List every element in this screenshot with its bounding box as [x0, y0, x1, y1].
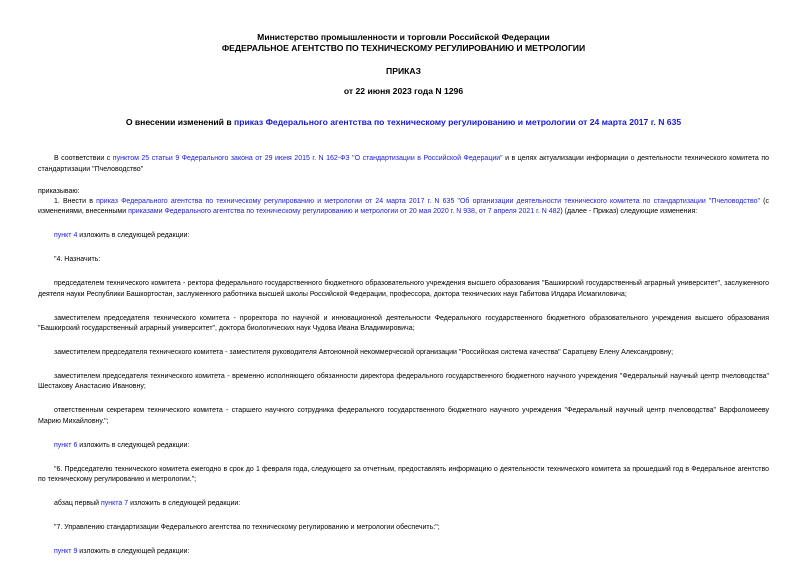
point-4-heading: "4. Назначить:	[54, 256, 101, 264]
document-title	[38, 116, 769, 128]
point-4-deputy-3: заместителем председателя технического комитета - временно исполняющего обязанности директора федерального государственного бюджетного научного учреждения "Федеральный научный центр пчеловодства" Шестакову Анастасию Ивановну;	[38, 373, 769, 391]
point-9-intro-text: изложить в следующей редакции:	[77, 548, 190, 556]
point-7-intro-pre: абзац первый	[54, 500, 101, 508]
point-7-link[interactable]: пункта 7	[101, 500, 129, 508]
order-635-link[interactable]: приказ Федерального агентства по техническому регулированию и метрологии от 24 марта 2017 г. N 635 "Об организации деятельности технического комитета по стандартизации "Пчеловодство"	[96, 197, 760, 205]
point-9-link[interactable]: пункт 9	[54, 548, 78, 556]
point-6-intro	[38, 441, 769, 451]
title-text-pre: О внесении изменений в	[125, 116, 235, 127]
ministry-name: Министерство промышленности и торговли Российской Федерации	[257, 32, 550, 42]
point-4-deputy-1: заместителем председателя технического комитета - проректора по научной и инновационной деятельности Федерального государственного бюджетного образовательного учреждения высшего образования "Башкирский государственный аграрный университет", доктора биологических наук Чудова Ивана Владимировича;	[38, 314, 769, 332]
preamble-text-pre: В соответствии с	[54, 155, 113, 163]
order-word: приказываю:	[38, 187, 80, 195]
point-7-intro	[38, 499, 769, 509]
point-7-intro-text: изложить в следующей редакции:	[128, 500, 241, 508]
document-page	[38, 32, 769, 557]
point-4-deputy-2: заместителем председателя технического комитета - заместителя руководителя Автономной некоммерческой организации "Российская система качества" Саратцеву Елену Александровну;	[54, 348, 674, 356]
order-938-link[interactable]: приказами Федерального агентства по техническому регулированию и метрологии от 20 мая 2020 г. N 938	[128, 207, 475, 215]
point-7-text: "7. Управлению стандартизации Федерального агентства по техническому регулированию и метрологии обеспечить:";	[54, 524, 440, 532]
title-order-link[interactable]: приказ Федерального агентства по техническому регулированию и метрологии от 24 марта 2017 г. N 635	[234, 116, 682, 127]
point-4-secretary: ответственным секретарем технического комитета - старшего научного сотрудника федерального государственного бюджетного научного учреждения "Федеральный научный центр пчеловодства" Варфоломееву Марию Михайловну.";	[38, 407, 769, 425]
agency-name: ФЕДЕРАЛЬНОЕ АГЕНТСТВО ПО ТЕХНИЧЕСКОМУ РЕГУЛИРОВАНИЮ И МЕТРОЛОГИИ	[221, 42, 586, 53]
preamble-paragraph	[38, 154, 769, 174]
order-482-link[interactable]: от 7 апреля 2021 г. N 482	[478, 207, 561, 215]
point-4-intro-text: изложить в следующей редакции:	[77, 232, 190, 240]
item-1-text-mid2: ,	[474, 207, 479, 215]
point-4-chairman: председателем технического комитета - ректора федерального государственного бюджетного образовательного учреждения высшего образования "Башкирский государственный аграрный университет", заслуженного деятеля науки Республики Башкортостан, заслуженного работника высшей школы Российской Федерации, профессора, доктора технических наук Габитова Илдара Исмагиловича;	[38, 280, 769, 298]
preamble-text-post: и в целях актуализации информации о деятельности технического комитета по стандартизации "Пчеловодство"	[38, 155, 770, 173]
item-1-paragraph	[38, 197, 769, 217]
federal-law-link[interactable]: пунктом 25 статьи 9 Федерального закона от 29 июня 2015 г. N 162-ФЗ "О стандартизации в Российской Федерации"	[112, 155, 503, 163]
item-1-text-post: ) (далее - Приказ) следующие изменения:	[560, 207, 698, 215]
point-4-link[interactable]: пункт 4	[54, 232, 78, 240]
item-1-text-mid1: (с изменениями, внесенными	[38, 197, 769, 215]
document-type: ПРИКАЗ	[386, 66, 421, 77]
point-6-link[interactable]: пункт 6	[54, 441, 78, 449]
point-4-intro	[38, 231, 769, 241]
point-6-intro-text: изложить в следующей редакции:	[77, 441, 190, 449]
point-9-intro	[38, 547, 769, 557]
item-1-text-pre: 1. Внести в	[54, 197, 97, 205]
point-6-text: "6. Председателю технического комитета ежегодно в срок до 1 февраля года, следующего за отчетным, предоставлять информацию о деятельности технического комитета за прошедший год в Федеральное агентство по техническому регулированию и метрологии.";	[38, 465, 769, 483]
document-date: от 22 июня 2023 года N 1296	[343, 86, 464, 97]
